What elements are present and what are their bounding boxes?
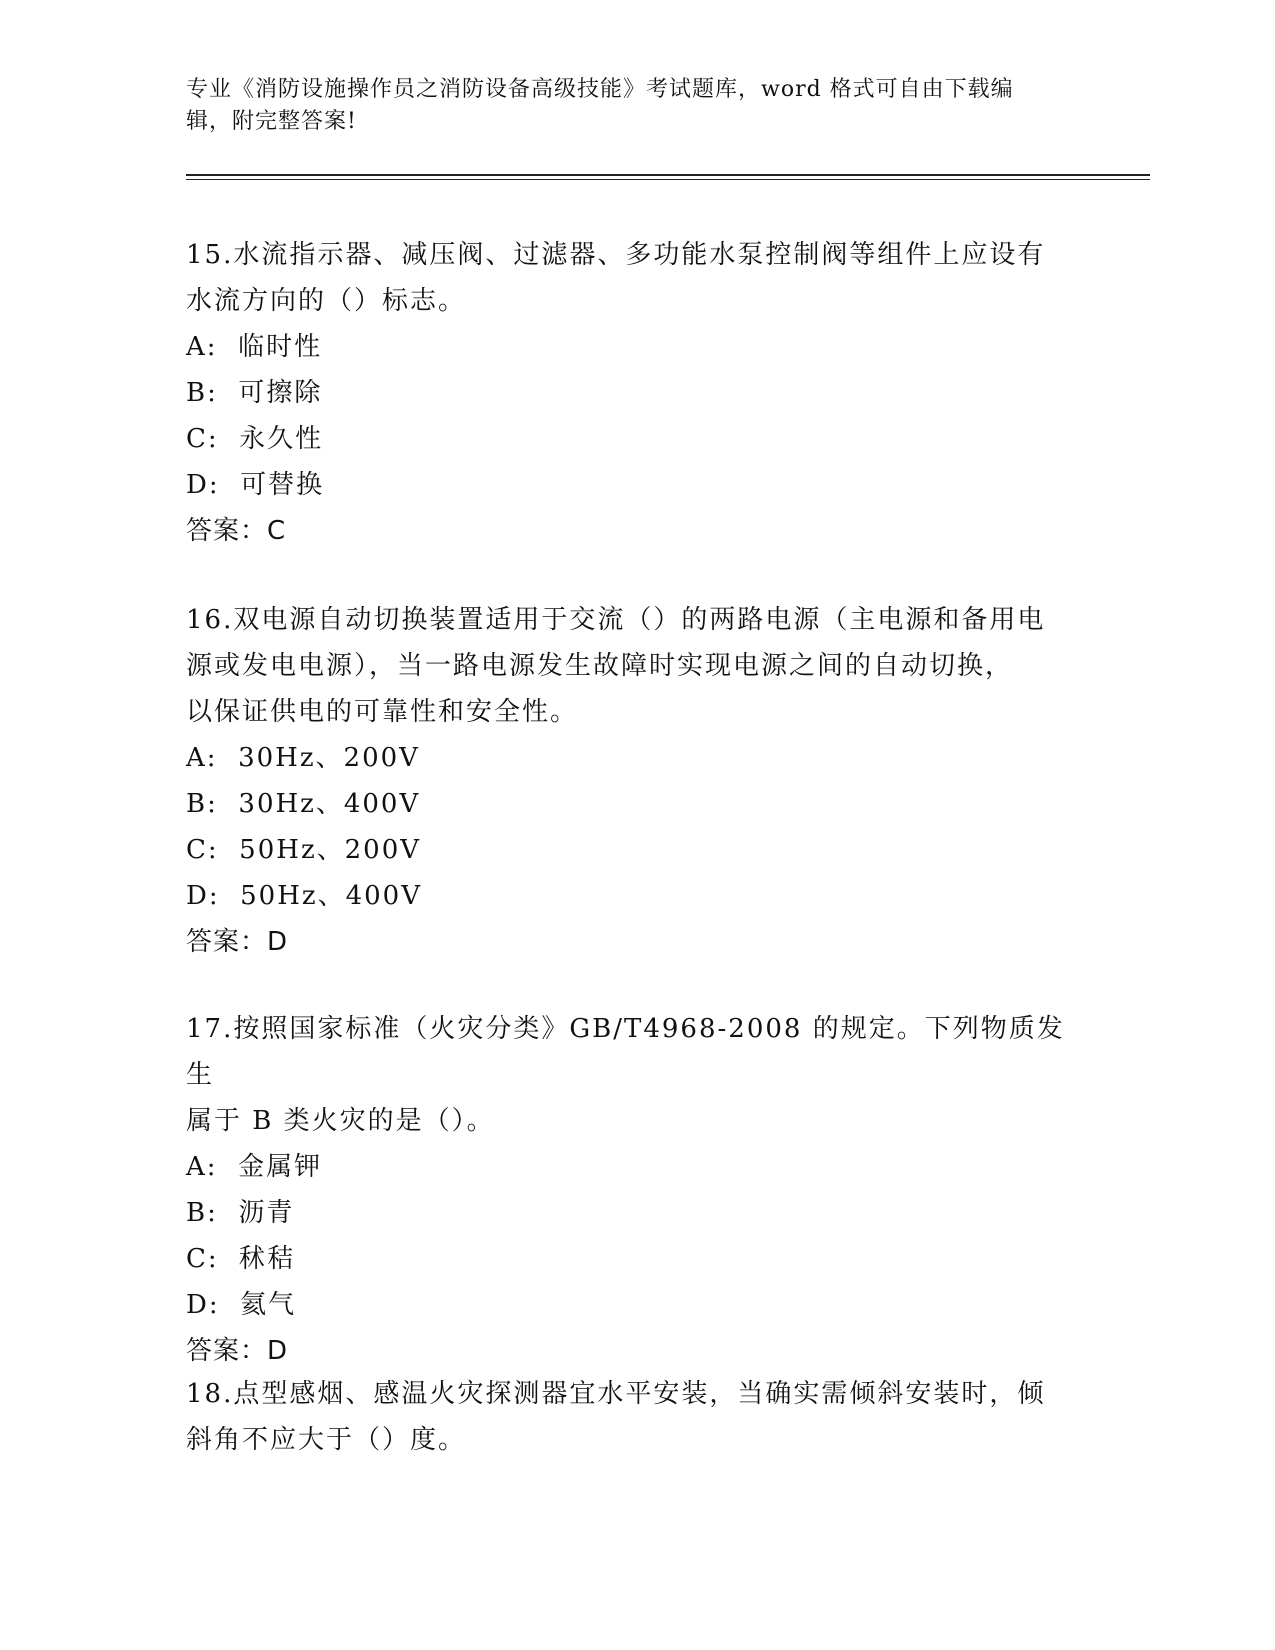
option-a: A: 金属钾 (186, 1152, 323, 1182)
option-c: C: 秫秸 (186, 1244, 296, 1274)
option-d: D: 可替换 (186, 470, 325, 500)
option-d: D: 50Hz、400V (186, 881, 422, 911)
answer-label: 答案：C (186, 516, 287, 546)
question-text: 17.按照国家标准（火灾分类》GB/T4968-2008 的规定。下列物质发生 属于 B 类火灾的是（）。 (186, 1014, 1065, 1136)
question-16 (186, 597, 1066, 965)
answer-label: 答案：D (186, 927, 289, 957)
question-15 (186, 232, 1066, 554)
header-divider-thin (186, 179, 1150, 180)
option-a: A: 临时性 (186, 332, 323, 362)
question-18 (186, 1371, 1066, 1463)
question-text: 15.水流指示器、减压阀、过滤器、多功能水泵控制阀等组件上应设有 水流方向的（）标志。 (186, 240, 1046, 316)
answer-label: 答案：D (186, 1336, 289, 1366)
question-text: 16.双电源自动切换装置适用于交流（）的两路电源（主电源和备用电 源或发电电源），当一路电源发生故障时实现电源之间的自动切换， 以保证供电的可靠性和安全性。 (186, 605, 1046, 727)
option-b: B: 沥青 (186, 1198, 295, 1228)
option-c: C: 永久性 (186, 424, 324, 454)
option-d: D: 氦气 (186, 1290, 297, 1320)
header-divider-thick (186, 174, 1150, 176)
option-b: B: 30Hz、400V (186, 789, 421, 819)
option-b: B: 可擦除 (186, 378, 323, 408)
question-text: 18.点型感烟、感温火灾探测器宜水平安装，当确实需倾斜安装时，倾 斜角不应大于（）度。 (186, 1379, 1046, 1455)
question-17 (186, 1006, 1066, 1374)
option-a: A: 30Hz、200V (186, 743, 420, 773)
option-c: C: 50Hz、200V (186, 835, 422, 865)
document-header: 专业《消防设施操作员之消防设备高级技能》考试题库，word 格式可自由下载编 辑，附完整答案! (186, 77, 1014, 134)
